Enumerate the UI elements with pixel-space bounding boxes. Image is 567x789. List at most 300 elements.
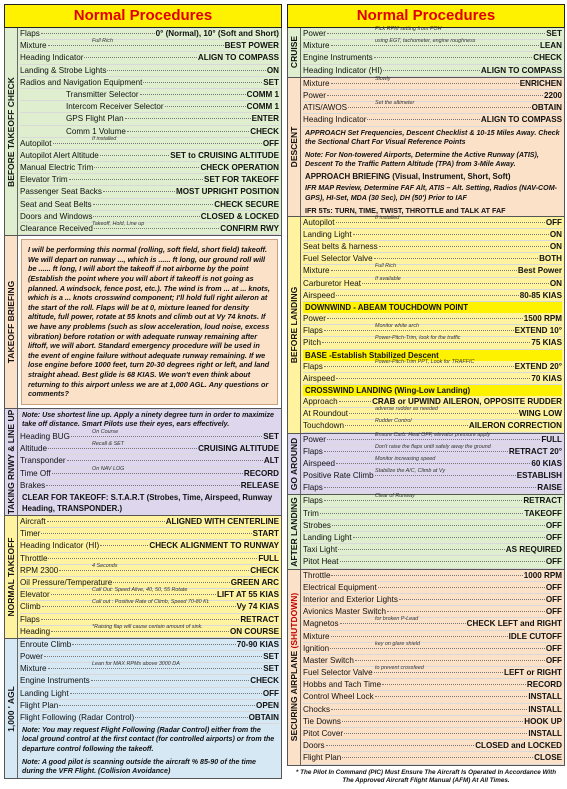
pic-footnote: * The Pilot In Command (PIC) Must Ensure The Aircraft Is Operated In Accordance With The Approved Aircraft Flight Manual (AFM) At All Times. (295, 768, 557, 784)
checklist-item: Altitude (20, 444, 47, 454)
checklist-action: RETRACT (523, 496, 562, 506)
checklist-item: Airspeed (303, 458, 335, 468)
checklist-item: Climb (20, 602, 41, 612)
checklist-row (303, 253, 562, 265)
checklist-hint: If installed (375, 214, 400, 221)
checklist-row (303, 667, 562, 679)
checklist-hint: Monitor white arch (375, 323, 420, 330)
checklist-action: AILERON CORRECTION (468, 421, 562, 431)
checklist-item: Fuel Selector Valve (303, 668, 373, 678)
checklist-hint: Full Rich (92, 38, 113, 45)
checklist-row (303, 704, 562, 716)
leader-dots (41, 533, 251, 534)
checklist-action: ON (266, 65, 279, 75)
leader-dots (332, 525, 545, 526)
checklist-row (20, 77, 279, 89)
leader-dots (330, 648, 545, 649)
checklist-action: ALIGN TO COMPASS (480, 65, 562, 75)
ifr-line-1: IFR MAP Review, Determine FAF Alt, ATIS – Alt. Setting, Radios (NAV-COM-GPS), HI-Set, MDA (30 Sec), DH (50') Prior to IAF (305, 184, 557, 202)
checklist-hint: using EGT, tachometer, engine roughness (375, 38, 476, 45)
checklist-item: Flaps (303, 361, 323, 371)
checklist-hint: *Raising flap will cause certain amount of sink. (92, 623, 203, 630)
checklist-item: Heading Indicator (20, 53, 84, 63)
checklist-row (303, 275, 562, 290)
taking-runway-side-label (5, 409, 18, 515)
checklist-item: Mixture (303, 266, 330, 276)
checklist-item: Engine Instruments (303, 53, 373, 63)
checklist-action: CLOSED and LOCKED (475, 741, 562, 751)
taking-runway-section (4, 409, 282, 516)
leader-dots (140, 94, 246, 95)
checklist-row (303, 520, 562, 532)
checklist-row (20, 639, 279, 651)
leader-dots (383, 70, 480, 71)
checklist-hint: Full Rich (375, 263, 396, 270)
checklist-item: Approach (303, 396, 338, 406)
checklist-row (303, 740, 562, 752)
checklist-item: Passenger Seat Backs (20, 187, 102, 197)
checklist-action: ALIGNED WITH CENTERLINE (165, 517, 279, 527)
checklist-action: OFF (545, 594, 562, 604)
checklist-item: At Roundout (303, 409, 348, 419)
checklist-row (303, 290, 562, 302)
checklist-item: Aircraft (20, 517, 46, 527)
leader-dots (48, 45, 224, 46)
checklist-row (303, 408, 562, 420)
checklist-item: Timer (20, 529, 41, 539)
leader-dots (52, 473, 243, 474)
checklist-row (20, 431, 279, 443)
before-takeoff-side-label (5, 28, 18, 235)
checklist-hint: Power-Pitch-Trim PPT, Look for TRAFFIC (375, 358, 475, 365)
checklist-action: ON (549, 278, 562, 288)
checklist-hint: If installed (92, 135, 117, 142)
checklist-action: RAISE (537, 483, 562, 493)
leader-dots (327, 95, 543, 96)
checklist-action: 2200 (543, 90, 562, 100)
checklist-row (20, 443, 279, 455)
checklist-item: Power (20, 652, 43, 662)
checklist-action: ALT (263, 456, 279, 466)
checklist-item: Strobes (303, 520, 331, 530)
checklist-action: CONFIRM RWY (220, 224, 279, 233)
checklist-row (20, 28, 279, 40)
checklist-item: Seat and Seat Belts (20, 199, 92, 209)
leader-dots (107, 70, 265, 71)
checklist-item: Landing & Strobe Lights (20, 65, 107, 75)
ifr-line-2: IFR 5Ts: TURN, TIME, TWIST, THROTTLE and TALK AT FAF (305, 205, 506, 215)
clear-for-takeoff: CLEAR FOR TAKEOFF: S.T.A.R.T (Strobes, Time, Airspeed, Runway Heading, TRANSPONDER.) (22, 493, 273, 513)
leader-dots (103, 191, 175, 192)
checklist-row (20, 601, 279, 613)
checklist-action: SET (263, 432, 279, 442)
checklist-action: RELEASE (240, 480, 279, 490)
leader-dots (44, 656, 262, 657)
checklist-action: OFF (545, 607, 562, 617)
checklist-item: Mixture (20, 664, 47, 674)
checklist-hint: Power-Pitch-Trim, look for the traffic (375, 335, 461, 342)
checklist-row (20, 553, 279, 565)
leader-dots (342, 757, 533, 758)
checklist-row (303, 52, 562, 64)
before-takeoff-section (4, 28, 282, 236)
leader-dots (399, 599, 545, 600)
checklist-item: Hobbs and Tach Time (303, 680, 382, 690)
leader-dots (342, 721, 523, 722)
checklist-action: RETRACT (240, 614, 279, 624)
checklist-hint: Ensure Carb. Heat OFF, elevator pressure apply (375, 431, 491, 438)
leader-dots (331, 575, 522, 576)
checklist-hint: Set the altimeter (375, 100, 415, 107)
checklist-action: SET FOR TAKEOFF (204, 175, 279, 185)
left-column (4, 4, 282, 779)
checklist-action: OFF (545, 533, 562, 543)
taking-runway-title: TAKING RNWY & LINE UP (6, 409, 16, 515)
checklist-hint: key on glare shield (375, 640, 420, 647)
checklist-row (303, 655, 562, 667)
checklist-action: Vy 74 KIAS (236, 602, 279, 612)
checklist-action: OFF (545, 643, 562, 653)
checklist-action: INSTALL (528, 704, 562, 714)
securing-title: SECURING AIRPLANE (SHUTDOWN) (289, 592, 299, 742)
normal-takeoff-title: NORMAL TAKEOFF (6, 537, 16, 617)
checklist-item: ATIS/AWOS (303, 103, 348, 113)
checklist-item: Flight Plan (20, 700, 59, 710)
checklist-action: RECORD (526, 680, 562, 690)
checklist-action: COMM 1 (246, 89, 279, 99)
checklist-row (303, 114, 562, 126)
checklist-hint: adverse rudder as needed (375, 406, 438, 413)
checklist-action: HOOK UP (524, 716, 562, 726)
checklist-action: CRAB or UPWIND AILERON, OPPOSITE RUDDER (372, 396, 562, 406)
checklist-hint: Clear of Runway (375, 493, 415, 500)
leader-dots (127, 131, 249, 132)
checklist-hint: to prevent crossfeed (375, 665, 424, 672)
checklist-item: Carburetor Heat (303, 278, 362, 288)
checklist-hint: Monitor increasing speed (375, 455, 436, 462)
checklist-action: OFF (262, 138, 279, 148)
checklist-row (303, 532, 562, 544)
scanning-note: Note: A good pilot is scanning outside the aircraft % 85-90 of the time during the VFR Flight. (Collision Avoidance) (22, 757, 256, 776)
checklist-action: 1000 RPM (523, 570, 562, 580)
checklist-row (303, 606, 562, 618)
cruise-side-label (288, 28, 301, 77)
checklist-row (303, 482, 562, 494)
checklist-action: OFF (545, 520, 562, 530)
checklist-row (303, 679, 562, 691)
checklist-action: MOST UPRIGHT POSITION (176, 187, 279, 197)
checklist-item: Oil Pressure/Temperature (20, 577, 113, 587)
checklist-item: Mixture (303, 41, 330, 51)
checklist-item: Control Wheel Lock (303, 692, 374, 702)
checklist-row (20, 89, 279, 101)
line-up-note: Note: Use shortest line up. Apply a ninety degree turn in order to maximize take off distance. Smart Pilots use their eyes, ears effectively. (22, 410, 275, 428)
checklist-item: Mixture (303, 631, 330, 641)
leader-dots (47, 521, 165, 522)
checklist-action: OFF (545, 655, 562, 665)
normal-takeoff-side-label (5, 516, 18, 638)
leader-dots (53, 143, 262, 144)
checklist-item: Pitch (303, 338, 321, 348)
checklist-action: ENRICHEN (519, 78, 562, 88)
cruise-section (287, 28, 565, 78)
securing-section (287, 570, 565, 766)
checklist-row (20, 150, 279, 162)
checklist-action: OFF (545, 557, 562, 567)
checklist-row (20, 540, 279, 552)
checklist-item: Interior and Exterior Lights (303, 594, 398, 604)
checklist-row (303, 495, 562, 507)
checklist-item: Landing Light (303, 229, 352, 239)
checklist-action: Best Power (517, 266, 562, 276)
leader-dots (94, 167, 199, 168)
checklist-row (303, 229, 562, 241)
checklist-action: OBTAIN (531, 103, 562, 113)
checklist-item: Flaps (20, 614, 40, 624)
checklist-action: CHECK (250, 565, 279, 575)
checklist-action: LIFT AT 55 KIAS (216, 590, 279, 600)
checklist-row (303, 716, 562, 728)
leader-dots (331, 636, 508, 637)
checklist-action: EXTEND 10° (514, 326, 562, 336)
takeoff-briefing-text: I will be performing this normal (rolling, soft field, short field) takeoff. We will depart on runway ..., which is ...... ft long, our ground roll will be ...... ft long, I will abort the takeoff if not airborne by the point (Establish the point where you will abort if takeoff is not going as planned. A windsock, fence post, etc.). The wind is from ... at ... knots, which is a ... knots crosswind component; I'll hold full right aileron at the start of the roll. Flaps will be at 0, mixture leaned for density altitude, full power, rotate at 55 knots and climb out at Vy 74 knots. If we have any problems (such as slow acceleration, loud noise, excess vibration) before rotation or with adequate runway remaining after liftoff, we will abort. Standard emergency procedure will be used in the event of engine failure without adequate runway remaining. If we lose engine before 1000 feet, turn 20-30 degrees right or left, and land straight ahead. Best glide is 68 KIAS. We won't even think about returning to this airport unless we are at 1,000 AGL. Any questions or comments? (21, 239, 278, 405)
before-landing-title: BEFORE LANDING (289, 286, 299, 363)
checklist-hint: If available (375, 275, 401, 282)
leader-dots (367, 119, 479, 120)
checklist-action: IDLE CUTOFF (508, 631, 562, 641)
leader-dots (327, 318, 523, 319)
checklist-action: 75 KIAS (531, 338, 562, 348)
checklist-item: Power (303, 434, 326, 444)
checklist-row (303, 570, 562, 582)
checklist-action: AS REQUIRED (505, 545, 562, 555)
checklist-item: Mixture (303, 78, 330, 88)
checklist-action: START (252, 529, 279, 539)
checklist-action: SET (263, 77, 279, 87)
checklist-item: Power (303, 29, 326, 38)
checklist-row (303, 40, 562, 52)
checklist-item: Brakes (20, 480, 46, 490)
checklist-row (20, 199, 279, 211)
leader-dots (387, 611, 545, 612)
agl-title: 1,000 ' AGL (6, 685, 16, 732)
after-landing-side-label (288, 495, 301, 568)
leader-dots (41, 619, 240, 620)
leader-dots (324, 487, 536, 488)
leader-dots (339, 401, 371, 402)
leader-dots (113, 582, 230, 583)
after-landing-section (287, 495, 565, 569)
checklist-row (303, 358, 562, 373)
checklist-row (20, 40, 279, 52)
checklist-row (20, 528, 279, 540)
checklist-row (303, 631, 562, 643)
leader-dots (355, 660, 545, 661)
checklist-row (303, 618, 562, 630)
checklist-item: Mixture (20, 41, 47, 51)
leader-dots (374, 258, 538, 259)
checklist-action: ALIGN TO COMPASS (197, 53, 279, 63)
checklist-item: Radios and Navigation Equipment (20, 77, 143, 87)
checklist-action: ON COURSE (229, 626, 279, 636)
checklist-action: CLOSED & LOCKED (200, 211, 279, 221)
checklist-item: Doors and Windows (20, 211, 93, 221)
checklist-item: Flaps (303, 496, 323, 506)
flight-following-note: Note: You may request Flight Following (Radar Control) either from the local ground control at the first contact (for controlled airports) or from the departure control following the takeoff. (22, 726, 275, 753)
leader-dots (72, 644, 235, 645)
checklist-action: TAKEOFF (524, 508, 562, 518)
checklist-row (20, 712, 279, 724)
checklist-row (20, 126, 279, 138)
checklist-row (20, 516, 279, 528)
go-around-section (287, 431, 565, 496)
checklist-hint: On NAV LOG (92, 465, 125, 472)
checklist-item: Throttle (303, 570, 331, 580)
checklist-item: Comm 1 Volume (66, 126, 126, 136)
checklist-action: LEFT or RIGHT (504, 668, 562, 678)
checklist-action: EXTEND 20° (514, 361, 562, 371)
checklist-item: Landing Light (303, 533, 352, 543)
descent-title: DESCENT (289, 126, 299, 168)
checklist-item: Doors (303, 741, 325, 751)
checklist-action: RETRACT 20° (508, 446, 562, 456)
leader-dots (84, 57, 196, 58)
checklist-row (303, 691, 562, 703)
leader-dots (93, 216, 199, 217)
descent-section (287, 75, 565, 217)
leader-dots (353, 537, 545, 538)
checklist-item: Fuel Selector Valve (303, 254, 373, 264)
checklist-row (303, 508, 562, 520)
checklist-row (20, 135, 279, 150)
checklist-row (20, 675, 279, 687)
checklist-item: Flaps (303, 483, 323, 493)
checklist-item: Time Off (20, 468, 51, 478)
leader-dots (59, 570, 249, 571)
right-column (287, 4, 565, 788)
checklist-item: Avionics Master Switch (303, 607, 387, 617)
checklist-row (20, 562, 279, 577)
leader-dots (91, 680, 249, 681)
takeoff-briefing-section (4, 236, 282, 409)
leader-dots (331, 83, 519, 84)
checklist-hint: Call out : Positive Rate of Climb, Speed 70-80 Kt. (92, 599, 210, 606)
checklist-action: OFF (545, 582, 562, 592)
checklist-item: Airspeed (303, 373, 335, 383)
leader-dots (48, 558, 257, 559)
checklist-action: INSTALL (528, 729, 562, 739)
checklist-item: Transponder (20, 456, 66, 466)
checklist-action: ON (549, 229, 562, 239)
before-landing-side-label (288, 217, 301, 433)
left-header: Normal Procedures (4, 4, 282, 28)
agl-section (4, 639, 282, 779)
leader-dots (353, 234, 549, 235)
normal-takeoff-section (4, 516, 282, 639)
checklist-action: 60 KIAS (531, 458, 562, 468)
checklist-row (303, 373, 562, 385)
checklist-item: Autopilot (303, 217, 335, 227)
checklist-item: Power (303, 90, 326, 100)
checklist-row (20, 186, 279, 198)
checklist-row (303, 640, 562, 655)
checklist-action: COMM 1 (246, 102, 279, 112)
checklist-item: Throttle (20, 553, 48, 563)
leader-dots (379, 246, 549, 247)
checklist-row (303, 65, 562, 77)
checklist-action: CHECK (533, 53, 562, 63)
checklist-hint: Lean for MAX RPMs above 3000 DA (92, 661, 180, 668)
after-landing-title: AFTER LANDING (289, 497, 299, 567)
checklist-item: Taxi Light (303, 545, 338, 555)
checklist-action: ALIGN TO COMPASS (480, 115, 562, 125)
checklist-action: LEAN (539, 41, 562, 51)
leader-dots (382, 684, 526, 685)
checklist-item: Chocks (303, 704, 330, 714)
checklist-item: Flaps (303, 326, 323, 336)
checklist-row (303, 214, 562, 229)
checklist-action: FULL (541, 434, 562, 444)
checklist-row (20, 623, 279, 638)
checklist-hint: On Course (92, 429, 119, 436)
checklist-item: Touchdown (303, 421, 344, 431)
checklist-item: Tie Downs (303, 716, 341, 726)
securing-side-label (288, 570, 301, 765)
non-towered-note: Note: For Non-towered Airports, Determine the Active Runway (ATIS), Descent To the Traffic Pattern Altitude (TPA) from 3-Mile Away. (305, 150, 539, 169)
checklist-action: INSTALL (528, 692, 562, 702)
crosswind-heading: CROSSWIND LANDING (Wing-Low Landing) (303, 385, 562, 396)
checklist-hint: Slowly (375, 75, 391, 82)
leader-dots (100, 545, 148, 546)
checklist-row (20, 455, 279, 467)
leader-dots (340, 561, 545, 562)
checklist-item: Flaps (303, 446, 323, 456)
leader-dots (59, 705, 255, 706)
checklist-action: OFF (262, 688, 279, 698)
checklist-action: SET (263, 652, 279, 662)
checklist-action: GREEN ARC (230, 577, 279, 587)
checklist-action: OFF (545, 217, 562, 227)
checklist-action: SET to CRUISING ALTITUDE (170, 150, 279, 160)
leader-dots (326, 745, 475, 746)
before-takeoff-title: BEFORE TAKEOFF CHECK (6, 76, 16, 187)
checklist-hint: Takeoff, Hold, Line up (92, 221, 145, 227)
checklist-row (20, 65, 279, 77)
checklist-action: CHECK (250, 676, 279, 686)
checklist-item: Landing Light (20, 688, 69, 698)
checklist-row (303, 265, 562, 277)
checklist-action: OBTAIN (248, 713, 279, 723)
checklist-action: FULL (258, 553, 279, 563)
checklist-item: Flight Plan (303, 753, 342, 763)
leader-dots (93, 204, 214, 205)
checklist-item: Heading Indicator (303, 115, 367, 125)
leader-dots (41, 33, 155, 34)
checklist-item: Positive Rate Climb (303, 471, 374, 481)
checklist-item: Heading BUG (20, 432, 70, 442)
checklist-row (20, 162, 279, 174)
checklist-hint: Don't raise the flaps until safely away the ground (375, 443, 491, 450)
checklist-row (20, 480, 279, 492)
checklist-row (303, 544, 562, 556)
leader-dots (324, 500, 523, 501)
checklist-action: ON (549, 242, 562, 252)
checklist-action: 0° (Normal), 10° (Soft and Short) (155, 29, 279, 38)
checklist-action: CLOSE (534, 753, 562, 763)
leader-dots (344, 733, 527, 734)
checklist-hint: Recall & SET (92, 441, 125, 448)
checklist-hint: for broken P-Lead (375, 616, 419, 623)
